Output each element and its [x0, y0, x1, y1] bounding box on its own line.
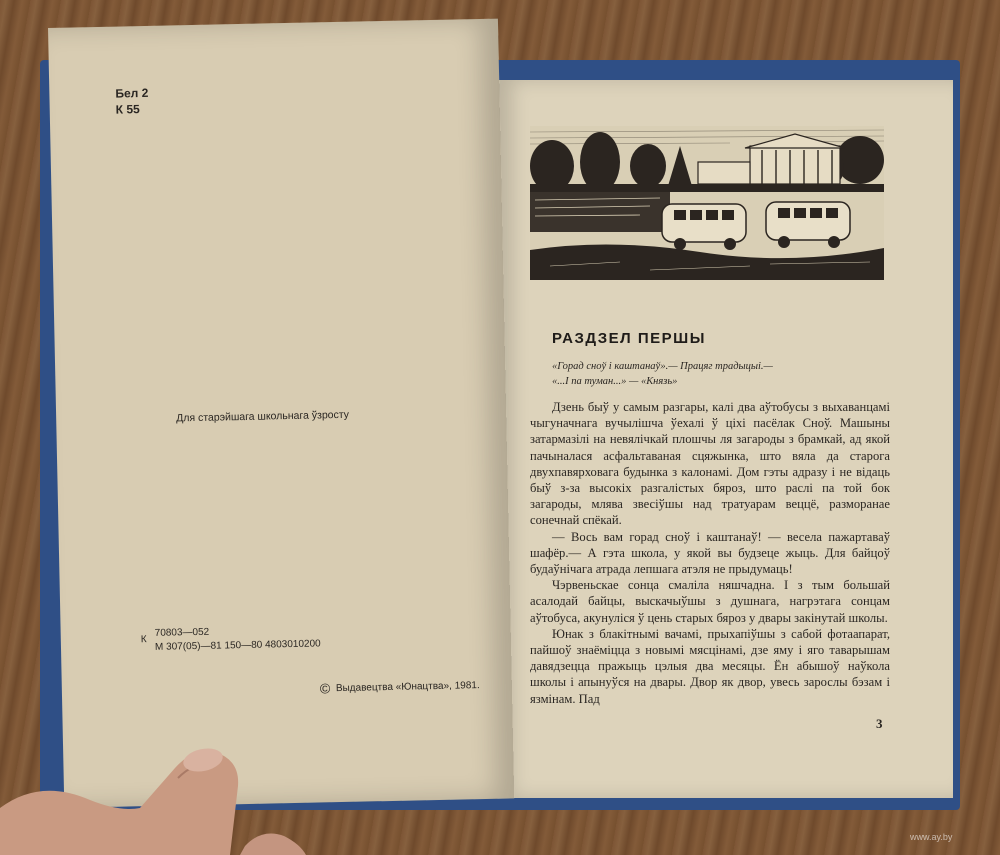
- paragraph: Юнак з блакітнымі вачамі, прыхапіўшы з сабой фотаапарат, пайшоў знаёміцца з новымі мясцінамі, дзе яму і яго таварышам давядзецца пражыць цэлыя два месяцы. Ён абышоў наўкола школы і апынуўся на двары. Двор як двор, увесь зарослы бэзам і язмінам. Пад: [530, 626, 890, 706]
- section-title: РАЗДЗЕЛ ПЕРШЫ: [552, 330, 706, 347]
- author-code: К 55: [115, 102, 140, 117]
- hand-holding-page: [0, 738, 330, 855]
- paragraph: Чэрвеньскае сонца смаліла няшчадна. І з тым большай асалодай байцы, выскачыўшы з душнага, нагрэтага сонцам аўтобуса, акунуліся ў цень старых бяроз у двары закінутай школы.: [530, 578, 890, 625]
- chapter-text: [530, 399, 890, 707]
- paragraph: — Вось вам горад сноў і каштанаў! — весела пажартаваў шафёр.— А гэта школа, у якой вы будзеце жыць. Для байцоў будаўнічага атрада лепшага атэля не прыдумаць!: [530, 529, 890, 577]
- biblio-k: К: [140, 634, 147, 646]
- copyright-icon: ©: [319, 680, 331, 697]
- epigraph-line-2: «...І па туман...» — «Князь»: [552, 376, 678, 387]
- page-number: 3: [876, 716, 883, 731]
- bus-illustration: [530, 126, 884, 280]
- watermark: www.ay.by: [910, 832, 953, 842]
- left-page: [48, 19, 514, 808]
- biblio-line-1: 70803—052: [154, 626, 210, 639]
- show-through-title: [151, 180, 415, 355]
- copyright-line: Выдавецтва «Юнацтва», 1981.: [335, 680, 480, 695]
- classification-code: Бел 2: [115, 85, 149, 101]
- biblio-line-2: М 307(05)—81 150—80 4803010200: [154, 638, 321, 653]
- epigraph-line-1: «Горад сноў і каштанаў».— Працяг традыцыі.—: [552, 361, 773, 372]
- audience-note: Для старэйшага школьнага ўзросту: [176, 408, 350, 425]
- paragraph: Дзень быў у самым разгары, калі два аўтобусы з выхаванцамі чыгуначнага вучылішча ўехалі ў ціхі пасёлак Сноў. Машыны затармазілі на невялічкай плошчы ля загароды з брамкай, ад якой пачыналася асфальтаваная сцяжынка, што вяла да старога двухпавярховага будынка з калонамі. Дом гэты адразу і не відаць быў з-за высокіх разгалістых бяроз, што раслі па той бок загароды, млява звесіўшы над тратуарам веццё, разморанае сонечнай спёкай.: [530, 400, 890, 528]
